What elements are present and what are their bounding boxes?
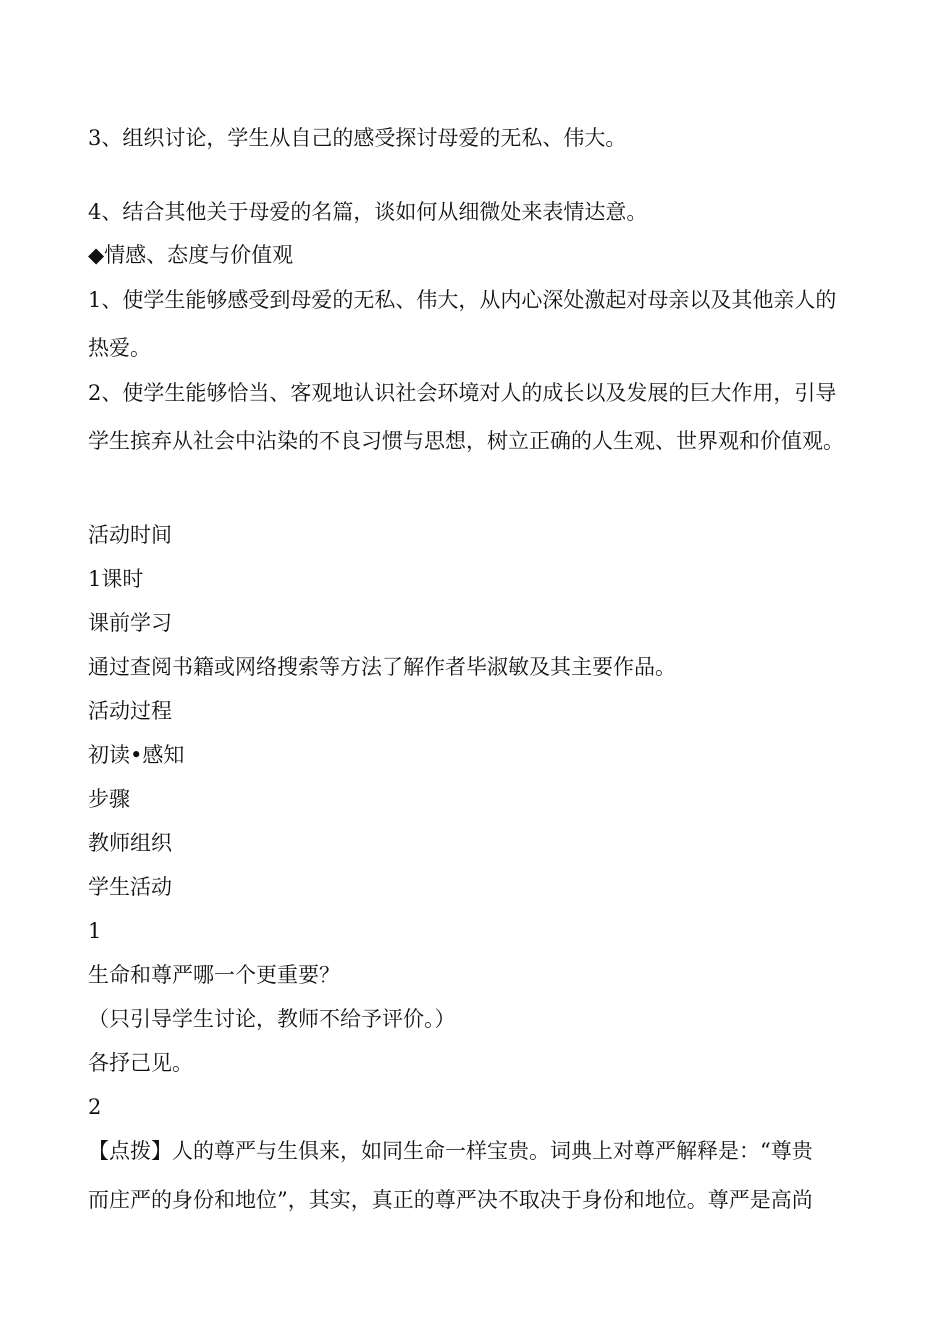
objective-line-3: 3、组织讨论，学生从自己的感受探讨母爱的无私、伟大。 <box>88 126 627 150</box>
emotion-goal-1-continued: 热爱。 <box>88 336 151 360</box>
activity-time-value: 1课时 <box>88 567 144 591</box>
student-response: 各抒己见。 <box>88 1051 193 1075</box>
emotion-goal-2: 2、使学生能够恰当、客观地认识社会环境对人的成长以及发展的巨大作用，引导 <box>88 381 837 405</box>
teacher-note: （只引导学生讨论，教师不给予评价。） <box>88 1007 456 1031</box>
guidance-paragraph-line-2: 而庄严的身份和地位”，其实，真正的尊严决不取决于身份和地位。尊严是高尚 <box>88 1188 813 1212</box>
emotion-goal-1: 1、使学生能够感受到母爱的无私、伟大，从内心深处激起对母亲以及其他亲人的 <box>88 288 837 312</box>
emotion-goal-2-continued: 学生摈弃从社会中沾染的不良习惯与思想，树立正确的人生观、世界观和价值观。 <box>88 429 844 453</box>
steps-label: 步骤 <box>88 787 130 811</box>
teacher-organization-label: 教师组织 <box>88 831 172 855</box>
step-number-2: 2 <box>88 1095 102 1119</box>
preview-study-text: 通过查阅书籍或网络搜索等方法了解作者毕淑敏及其主要作品。 <box>88 655 676 679</box>
guidance-paragraph-line-1: 【点拨】人的尊严与生俱来，如同生命一样宝贵。词典上对尊严解释是：“尊贵 <box>88 1139 813 1163</box>
objective-line-4: 4、结合其他关于母爱的名篇，谈如何从细微处来表情达意。 <box>88 200 648 224</box>
section-heading-emotion-values: ◆情感、态度与价值观 <box>88 243 294 267</box>
activity-time-heading: 活动时间 <box>88 523 172 547</box>
question-line: 生命和尊严哪一个更重要？ <box>88 963 340 987</box>
student-activity-label: 学生活动 <box>88 875 172 899</box>
first-reading-heading: 初读•感知 <box>88 743 185 767</box>
activity-process-heading: 活动过程 <box>88 699 172 723</box>
step-number-1: 1 <box>88 919 102 943</box>
preview-study-heading: 课前学习 <box>88 611 172 635</box>
